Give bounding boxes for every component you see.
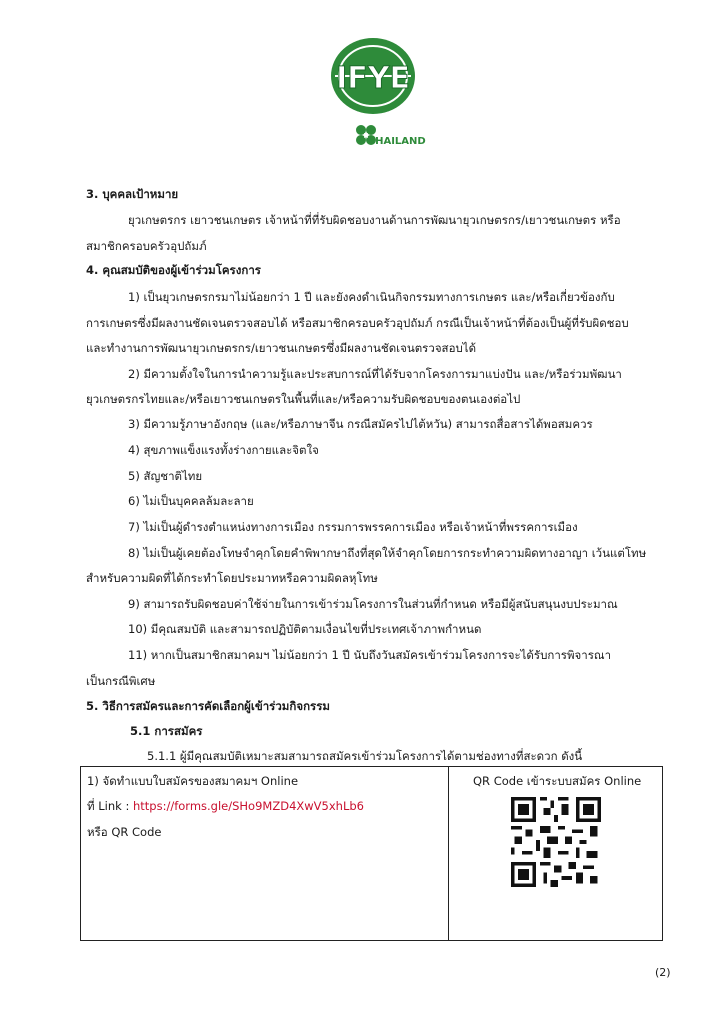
svg-text:H: H xyxy=(363,132,369,140)
item-2-line2: ยุวเกษตรกรไทยและ/หรือเยาวชนเกษตรในพื้นที่และ/หรือความรับผิดชอบของตนเองต่อไป xyxy=(86,392,521,406)
item-1-line1: 1) เป็นยุวเกษตรกรมาไม่น้อยกว่า 1 ปี และยังคงดำเนินกิจกรรมทางการเกษตร และ/หรือเกี่ยวข้องกับ xyxy=(128,290,615,304)
item-11-line2: เป็นกรณีพิเศษ xyxy=(86,674,156,688)
item-9: 9) สามารถรับผิดชอบค่าใช้จ่ายในการเข้าร่วมโครงการในส่วนที่กำหนด หรือมีผู้สนับสนุนงบประมาณ xyxy=(128,597,618,611)
online-form-text: 1) จัดทำแบบใบสมัครของสมาคมฯ Online xyxy=(87,774,299,788)
svg-text:THAILAND: THAILAND xyxy=(368,136,426,147)
link-prefix: ที่ Link : xyxy=(87,799,133,813)
item-6: 6) ไม่เป็นบุคคลล้มละลาย xyxy=(128,494,254,508)
section-3-title: 3. บุคคลเป้าหมาย xyxy=(86,187,179,201)
item-2-line1: 2) มีความตั้งใจในการนำความรู้และประสบการณ์ที่ได้รับจากโครงการมาแบ่งปัน และ/หรือร่วมพัฒนา xyxy=(128,367,622,381)
item-4: 4) สุขภาพแข็งแรงทั้งร่างกายและจิตใจ xyxy=(128,443,319,457)
item-7: 7) ไม่เป็นผู้ดำรงตำแหน่งทางการเมือง กรรมการพรรคการเมือง หรือเจ้าหน้าที่พรรคการเมือง xyxy=(128,520,578,534)
section-4-title: 4. คุณสมบัติของผู้เข้าร่วมโครงการ xyxy=(86,263,261,277)
item-11-line1: 11) หากเป็นสมาชิกสมาคมฯ ไม่น้อยกว่า 1 ปี นับถึงวันสมัครเข้าร่วมโครงการจะได้รับการพิจารณา xyxy=(128,648,612,662)
item-1-line2: การเกษตรซึ่งมีผลงานชัดเจนตรวจสอบได้ หรือสมาชิกครอบครัวอุปถัมภ์ กรณีเป็นเจ้าหน้าที่ต้องเป็นผู้ที่รับผิดชอบ xyxy=(86,316,629,330)
section-5-1-title: 5.1 การสมัคร xyxy=(130,724,203,738)
item-3: 3) มีความรู้ภาษาอังกฤษ (และ/หรือภาษาจีน กรณีสมัครไปไต้หวัน) สามารถสื่อสารได้พอสมควร xyxy=(128,417,593,431)
svg-text:IFYE: IFYE xyxy=(336,61,410,96)
section-5-title: 5. วิธีการสมัครและการคัดเลือกผู้เข้าร่วมกิจกรรม xyxy=(86,699,330,713)
qr-code-title: QR Code เข้าระบบสมัคร Online xyxy=(473,774,642,788)
item-5: 5) สัญชาติไทย xyxy=(128,469,203,483)
table-divider xyxy=(448,767,449,940)
section-3-text-line2: สมาชิกครอบครัวอุปถัมภ์ xyxy=(86,239,207,253)
application-form-link[interactable]: https://forms.gle/SHo9MZD4XwV5xhLb6 xyxy=(132,799,364,813)
ifyee-thailand-logo xyxy=(327,36,426,154)
application-channel-table xyxy=(80,766,663,941)
qr-code-text: หรือ QR Code xyxy=(87,825,162,839)
section-5-1-1-text: 5.1.1 ผู้มีคุณสมบัติเหมาะสมสามารถสมัครเข้าร่วมโครงการได้ตามช่องทางที่สะดวก ดังนี้ xyxy=(147,749,583,763)
link-line xyxy=(87,798,364,814)
item-8-line2: สำหรับความผิดที่ได้กระทำโดยประมาทหรือความผิดลหุโทษ xyxy=(86,571,378,585)
item-10: 10) มีคุณสมบัติ และสามารถปฏิบัติตามเงื่อนไขที่ประเทศเจ้าภาพกำหนด xyxy=(128,622,482,636)
item-1-line3: และทำงานการพัฒนายุวเกษตรกร/เยาวชนเกษตรซึ่งมีผลงานชัดเจนตรวจสอบได้ xyxy=(86,341,477,355)
qr-code-icon[interactable] xyxy=(511,797,601,887)
page-number: (2) xyxy=(655,966,671,979)
item-8-line1: 8) ไม่เป็นผู้เคยต้องโทษจำคุกโดยคำพิพากษาถึงที่สุดให้จำคุกโดยการกระทำความผิดทางอาญา เว้นแต่โทษ xyxy=(128,546,647,560)
section-3-text-line1: ยุวเกษตรกร เยาวชนเกษตร เจ้าหน้าที่ที่รับผิดชอบงานด้านการพัฒนายุวเกษตรกร/เยาวชนเกษตร หรือ xyxy=(128,213,621,227)
